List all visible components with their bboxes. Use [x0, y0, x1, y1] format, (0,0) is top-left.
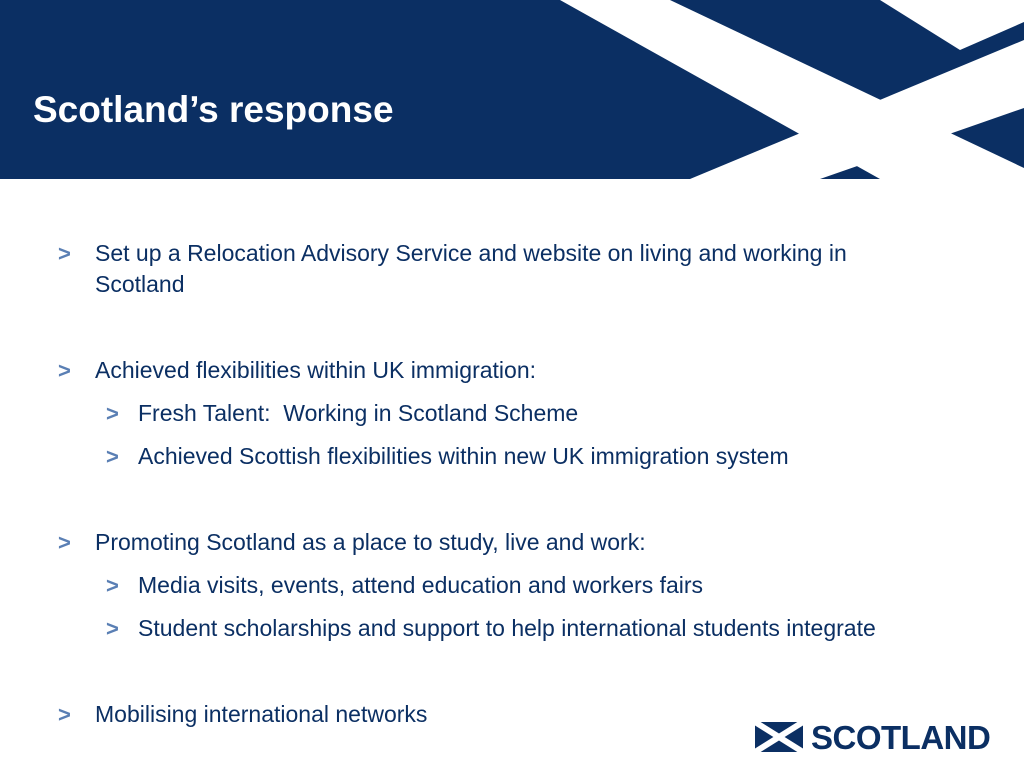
sub-bullet-text: Student scholarships and support to help international students integrate [138, 615, 876, 641]
bullet-text [95, 238, 955, 300]
sub-bullet-text: Media visits, events, attend education and workers fairs [138, 572, 704, 598]
bullet-text-line: Scotland [95, 271, 185, 297]
bullet-marker: > [106, 401, 119, 426]
bullet-marker: > [106, 444, 119, 469]
scotland-logo [755, 718, 1010, 758]
bullet-marker: > [106, 616, 119, 641]
saltire-flag-icon [755, 722, 803, 752]
scotland-wordmark: SCOTLAND [811, 719, 991, 756]
bullet-text: Promoting Scotland as a place to study, live and work: [95, 529, 646, 555]
bullet-text: Mobilising international networks [95, 701, 428, 727]
slide-title: Scotland’s response [33, 89, 394, 130]
bullet-marker: > [58, 702, 71, 727]
bullet-text-line: Set up a Relocation Advisory Service and website on living and working in [95, 240, 847, 266]
bullet-text: Achieved flexibilities within UK immigration: [95, 357, 536, 383]
sub-bullet-text: Achieved Scottish flexibilities within new UK immigration system [138, 443, 789, 469]
bullet-marker: > [106, 573, 119, 598]
bullet-marker: > [58, 358, 71, 383]
bullet-marker: > [58, 530, 71, 555]
sub-bullet-text: Fresh Talent: Working in Scotland Scheme [138, 400, 579, 426]
bullet-marker: > [58, 241, 71, 266]
